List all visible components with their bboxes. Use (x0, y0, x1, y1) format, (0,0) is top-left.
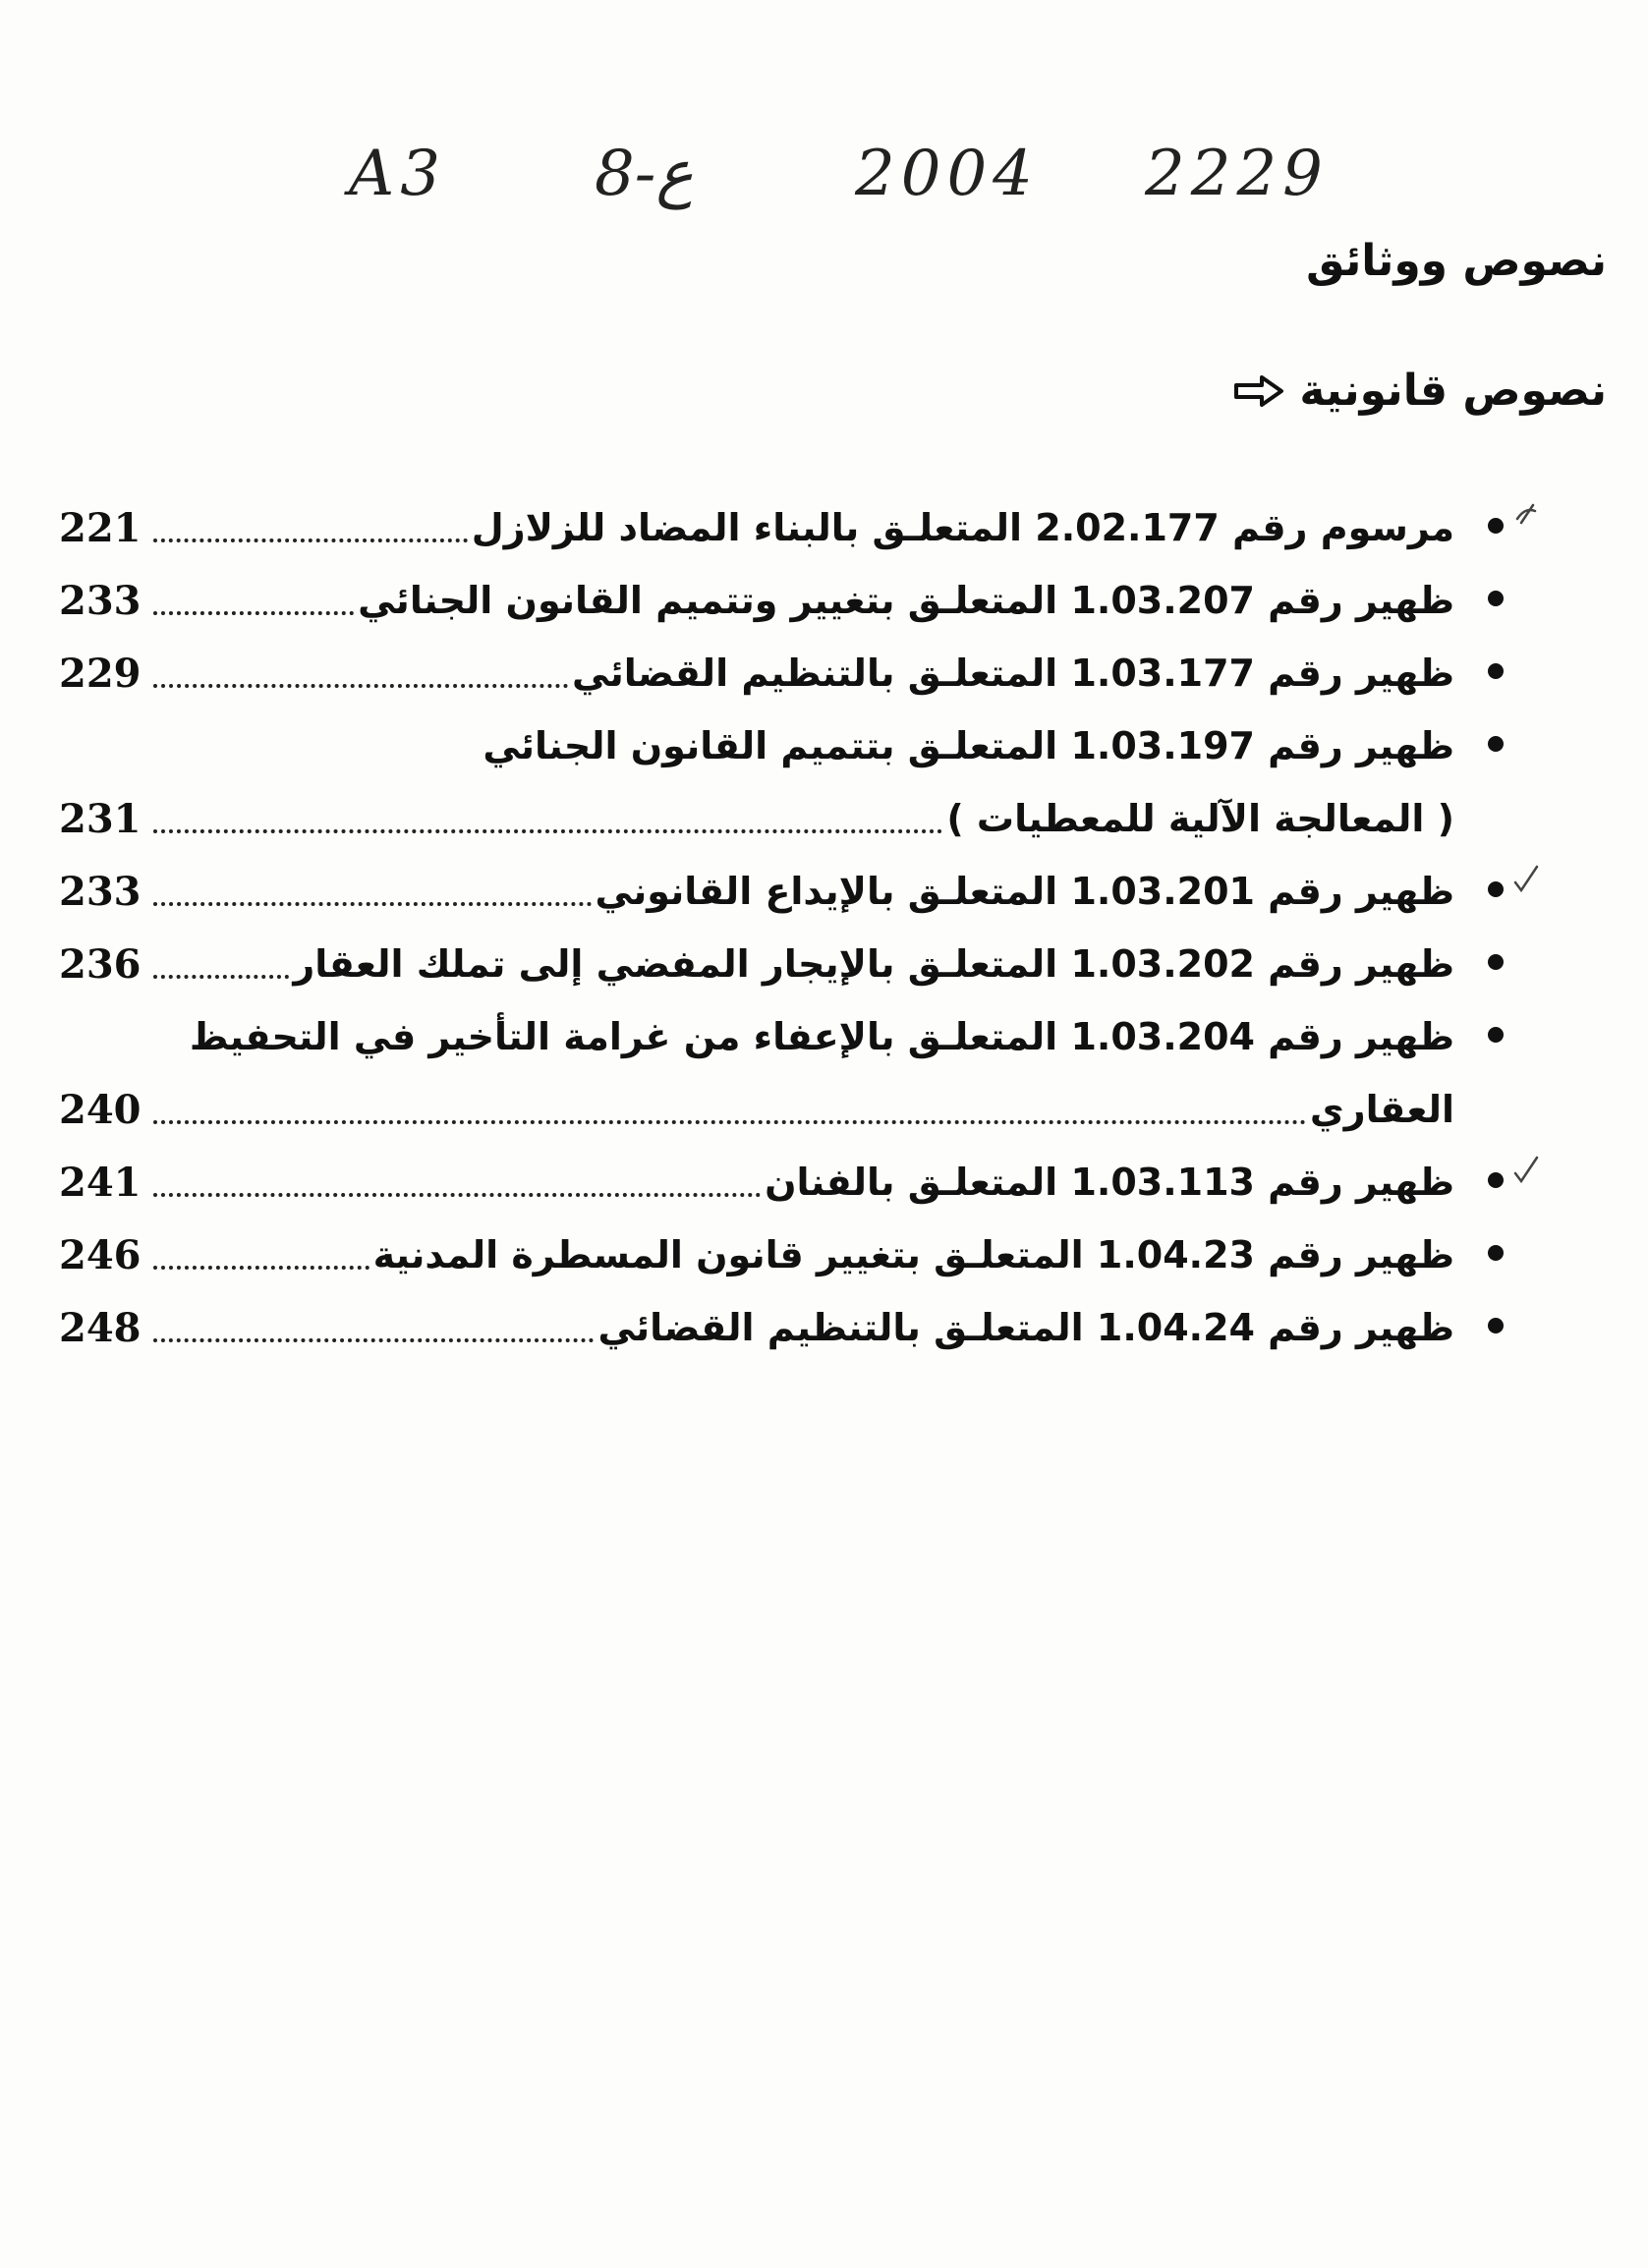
toc-dot-leader (153, 975, 289, 979)
toc-page-number: 233 (59, 577, 142, 624)
toc-line (59, 1073, 1454, 1146)
toc-page-number: 246 (59, 1231, 142, 1278)
toc-entry-title: ظهير رقم 1.03.204 المتعلـق بالإعفاء من غرامة التأخير في التحفيظ (189, 1015, 1454, 1058)
page-title: نصوص ووثائق (1306, 236, 1607, 286)
toc-entry (59, 1000, 1533, 1146)
toc-entry-title: ظهير رقم 1.03.113 المتعلـق بالفنان (765, 1161, 1454, 1204)
bullet-icon (1488, 591, 1504, 606)
bullet-icon (1488, 1318, 1504, 1333)
handwritten-note-part: A3 (349, 138, 446, 210)
toc-line (59, 709, 1454, 782)
toc-entry (59, 491, 1533, 564)
toc-line (59, 855, 1454, 928)
toc-dot-leader (153, 611, 354, 615)
arrow-right-icon (1232, 373, 1285, 409)
toc-entry (59, 564, 1533, 637)
table-of-contents (59, 491, 1533, 1364)
toc-line (59, 1291, 1454, 1364)
toc-entry-title: ظهير رقم 1.04.23 المتعلـق بتغيير قانون المسطرة المدنية (372, 1233, 1454, 1276)
bullet-icon (1488, 663, 1504, 679)
toc-entry-title: مرسوم رقم 2.02.177 المتعلـق بالبناء المضاد للزلازل (471, 506, 1454, 549)
toc-entry (59, 709, 1533, 855)
handwritten-note (349, 138, 1381, 236)
pencil-mark-icon (1511, 497, 1541, 531)
bullet-icon (1488, 1245, 1504, 1261)
toc-page-number: 231 (59, 795, 142, 842)
section-heading (1232, 366, 1607, 416)
toc-line (59, 928, 1454, 1000)
handwritten-note-part: 2004 (855, 138, 1039, 210)
toc-line (59, 637, 1454, 709)
toc-line (59, 1000, 1454, 1073)
toc-dot-leader (153, 539, 468, 542)
pencil-mark-icon (1511, 1152, 1541, 1185)
toc-dot-leader (153, 684, 568, 688)
toc-entry-title: ظهير رقم 1.03.197 المتعلـق بتتميم القانون الجنائي (483, 724, 1454, 767)
toc-dot-leader (153, 829, 942, 833)
toc-line (59, 1219, 1454, 1291)
bullet-icon (1488, 1027, 1504, 1043)
pencil-mark-icon (1511, 861, 1541, 894)
toc-entry-title: ظهير رقم 1.03.201 المتعلـق بالإيداع القانوني (595, 870, 1454, 913)
toc-entry-title: العقاري (1309, 1088, 1454, 1131)
toc-page-number: 241 (59, 1159, 142, 1206)
toc-page-number: 248 (59, 1304, 142, 1351)
toc-entry-title: ظهير رقم 1.04.24 المتعلـق بالتنظيم القضائي (597, 1306, 1454, 1349)
toc-entry (59, 855, 1533, 928)
toc-dot-leader (153, 902, 592, 906)
toc-dot-leader (153, 1266, 369, 1270)
toc-line (59, 564, 1454, 637)
bullet-icon (1488, 881, 1504, 897)
bullet-icon (1488, 736, 1504, 752)
toc-line (59, 491, 1454, 564)
toc-entry (59, 928, 1533, 1000)
toc-line (59, 1146, 1454, 1219)
toc-entry-title: ( المعالجة الآلية للمعطيات ) (946, 797, 1454, 840)
toc-entry-title: ظهير رقم 1.03.202 المتعلـق بالإيجار المفضي إلى تملك العقار (293, 942, 1454, 986)
toc-page-number: 221 (59, 504, 142, 551)
toc-page-number: 233 (59, 868, 142, 915)
bullet-icon (1488, 954, 1504, 970)
toc-dot-leader (153, 1338, 594, 1342)
toc-page-number: 229 (59, 650, 142, 697)
section-heading-label: نصوص قانونية (1299, 366, 1607, 416)
toc-entry (59, 1219, 1533, 1291)
bullet-icon (1488, 518, 1504, 534)
toc-entry (59, 1291, 1533, 1364)
toc-line (59, 782, 1454, 855)
toc-page-number: 236 (59, 940, 142, 988)
toc-entry-title: ظهير رقم 1.03.177 المتعلـق بالتنظيم القضائي (572, 652, 1454, 695)
toc-entry (59, 637, 1533, 709)
toc-dot-leader (153, 1120, 1306, 1124)
bullet-icon (1488, 1172, 1504, 1188)
handwritten-note-part: 8-ع (595, 138, 694, 210)
toc-page-number: 240 (59, 1086, 142, 1133)
toc-entry-title: ظهير رقم 1.03.207 المتعلـق بتغيير وتتميم القانون الجنائي (358, 579, 1454, 622)
toc-entry (59, 1146, 1533, 1219)
toc-dot-leader (153, 1193, 761, 1197)
handwritten-note-part: 2229 (1145, 138, 1329, 210)
